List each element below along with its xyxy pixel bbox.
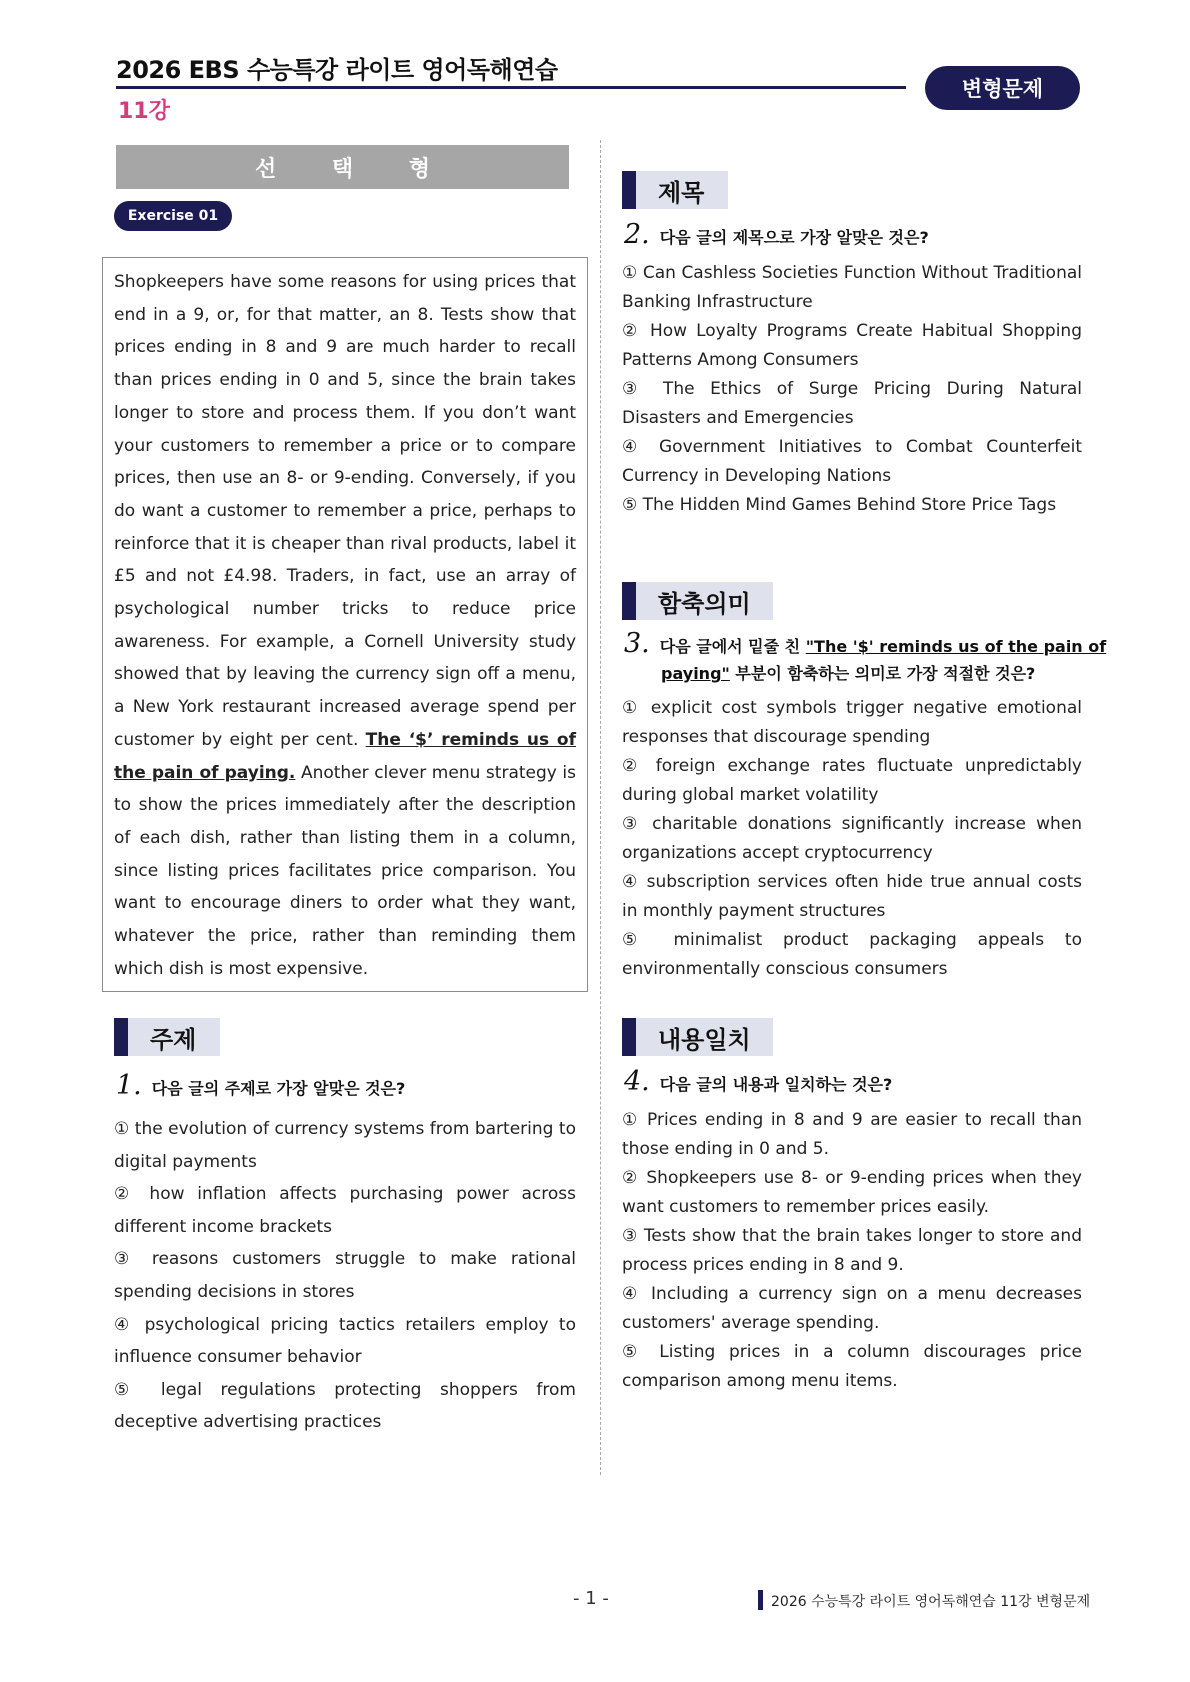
option-4[interactable]: ④ subscription services often hide true annual costs in monthly payment structures <box>622 872 1082 921</box>
question-number: 3. <box>624 628 650 659</box>
section-marker <box>622 171 636 209</box>
section-topic-label <box>114 1018 220 1056</box>
selection-type-banner: 선 택 형 <box>116 145 569 189</box>
option-2[interactable]: ② Shopkeepers use 8- or 9-ending prices when they want customers to remember prices easily. <box>622 1168 1082 1217</box>
section-marker <box>622 1018 636 1056</box>
question-number: 4. <box>624 1066 650 1097</box>
option-4[interactable]: ④ psychological pricing tactics retailers employ to influence consumer behavior <box>114 1314 576 1368</box>
question-text: 다음 글의 제목으로 가장 알맞은 것은? <box>659 228 929 247</box>
section-implication-label <box>622 582 773 620</box>
header-divider <box>116 86 906 89</box>
question-text: 다음 글의 내용과 일치하는 것은? <box>659 1075 893 1094</box>
question-4 <box>624 1066 1094 1097</box>
option-3[interactable]: ③ reasons customers struggle to make rational spending decisions in stores <box>114 1249 576 1302</box>
section-marker <box>622 582 636 620</box>
option-5[interactable]: ⑤ The Hidden Mind Games Behind Store Price Tags <box>622 495 1057 515</box>
variant-badge: 변형문제 <box>925 66 1080 110</box>
option-1[interactable]: ① Can Cashless Societies Function Without Traditional Banking Infrastructure <box>622 263 1082 312</box>
section-marker <box>114 1018 128 1056</box>
option-2[interactable]: ② how inflation affects purchasing power across different income brackets <box>114 1184 576 1237</box>
footer-marker <box>758 1590 763 1610</box>
question-2 <box>624 219 1094 250</box>
option-3[interactable]: ③ Tests show that the brain takes longer to store and process prices ending in 8 and 9. <box>622 1226 1082 1275</box>
section-topic-text: 주제 <box>150 1025 197 1054</box>
section-implication-text: 함축의미 <box>658 589 751 618</box>
question-2-options <box>622 259 1082 520</box>
question-4-options <box>622 1106 1082 1396</box>
option-4[interactable]: ④ Government Initiatives to Combat Counterfeit Currency in Developing Nations <box>622 437 1082 486</box>
passage-text: Shopkeepers have some reasons for using prices that end in a 9, or, for that matter, an 8. Tests show that prices ending in 8 and 9 are much harder to recall than prices ending in 0 and 5, since the brain takes longer to store and process them. If you don’t want your customers to remember a price or to compare prices, then use an 8- or 9-ending. Conversely, if you do want a customer to remember a price, perhaps to reinforce that it is cheaper than rival products, label it £5 and not £4.98. Traders, in fact, use an array of psychological number tricks to reduce price awareness. For example, a Cornell University study showed that by leaving the currency sign off a menu, a New York restaurant increased average spend per customer by eight per cent. <box>114 272 576 750</box>
question-1 <box>116 1070 586 1101</box>
question-3-options <box>622 694 1082 984</box>
column-divider <box>600 140 601 1475</box>
footer-title: 2026 수능특강 라이트 영어독해연습 11강 변형문제 <box>771 1594 1091 1610</box>
option-1[interactable]: ① explicit cost symbols trigger negative emotional responses that discourage spending <box>622 698 1082 747</box>
lesson-label: 11강 <box>118 99 170 124</box>
section-content-label <box>622 1018 773 1056</box>
question-text: 다음 글의 주제로 가장 알맞은 것은? <box>151 1079 406 1098</box>
option-5[interactable]: ⑤ Listing prices in a column discourages price comparison among menu items. <box>622 1342 1082 1391</box>
section-content-text: 내용일치 <box>658 1025 751 1054</box>
question-1-options <box>114 1113 576 1439</box>
question-number: 2. <box>624 219 650 250</box>
exercise-badge: Exercise 01 <box>114 201 232 231</box>
section-title-text: 제목 <box>658 178 705 207</box>
question-3 <box>624 630 1123 687</box>
option-1[interactable]: ① Prices ending in 8 and 9 are easier to recall than those ending in 0 and 5. <box>622 1110 1082 1159</box>
page-number: - 1 - <box>573 1588 609 1609</box>
question-text: 다음 글에서 밑줄 친 <box>659 637 806 656</box>
option-2[interactable]: ② foreign exchange rates fluctuate unpredictably during global market volatility <box>622 756 1082 805</box>
question-quote: "The '$' reminds us of the pain of paying" <box>661 637 1107 683</box>
option-4[interactable]: ④ Including a currency sign on a menu decreases customers' average spending. <box>622 1284 1082 1333</box>
option-5[interactable]: ⑤ minimalist product packaging appeals to environmentally conscious consumers <box>622 930 1082 979</box>
option-5[interactable]: ⑤ legal regulations protecting shoppers from deceptive advertising practices <box>114 1379 576 1433</box>
option-2[interactable]: ② How Loyalty Programs Create Habitual Shopping Patterns Among Consumers <box>622 321 1082 370</box>
passage-text-continued: Another clever menu strategy is to show the prices immediately after the description of each dish, rather than listing them in a column, since listing prices facilitates price comparison. You want to encourage diners to order what they want, whatever the price, rather than reminding them which dish is most expensive. <box>114 762 576 979</box>
section-title-label <box>622 171 728 209</box>
question-text-suffix: 부분이 함축하는 의미로 가장 적절한 것은? <box>729 664 1036 683</box>
underlined-phrase: The ‘$’ reminds us of the pain of paying. <box>114 729 576 783</box>
reading-passage <box>102 257 588 992</box>
page-title: 2026 EBS 수능특강 라이트 영어독해연습 <box>116 56 558 84</box>
option-1[interactable]: ① the evolution of currency systems from bartering to digital payments <box>114 1119 576 1172</box>
option-3[interactable]: ③ The Ethics of Surge Pricing During Natural Disasters and Emergencies <box>622 379 1082 428</box>
question-number: 1. <box>116 1070 142 1101</box>
option-3[interactable]: ③ charitable donations significantly increase when organizations accept cryptocurrency <box>622 814 1082 863</box>
